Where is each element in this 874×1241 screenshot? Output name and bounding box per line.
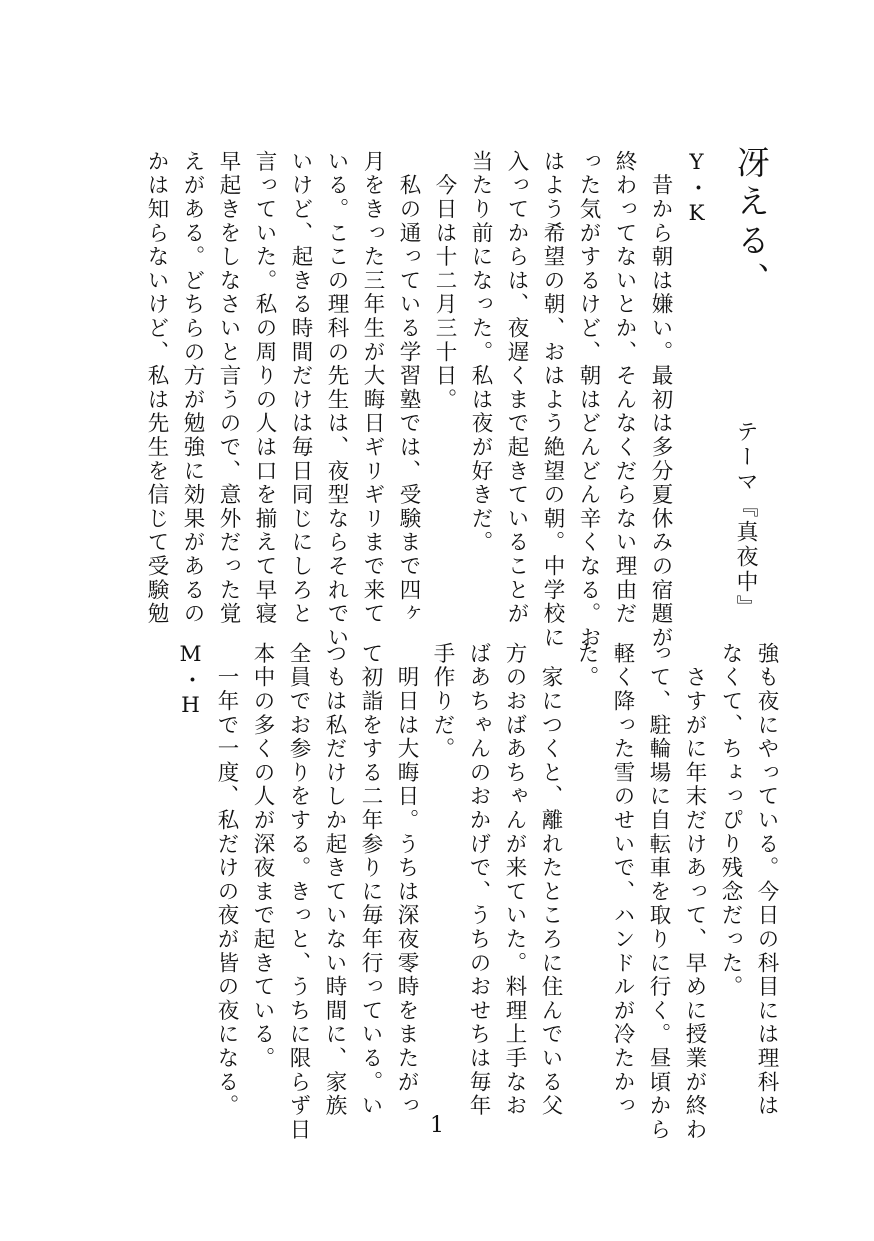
lower-text-block: 強も夜にやっている。今日の科目には理科は なくて、ちょっぴり残念だった。 さすがに年末だけあって、早めに授業が終わ って、駐輪場に自転車を取りに行く。昼頃から 軽く降った雪のせいで、ハンドルが冷たかっ た。 家につくと、離れたところに住んでいる父 方のおばあちゃんが来ていた。料理上手なお ばあちゃんのおかげで、うちのおせちは毎年 手作りだ。 明日は大晦日。うちは深夜零時をまたがっ て初詣をする二年参りに毎年行っている。い つもは私だけしか起きていない時間に、家族 全員でお参りをする。きっと、うちに限らず日 本中の多くの人が深夜まで起きている。 一年で一度、私だけの夜が皆の夜になる。 M・H [178, 642, 779, 1142]
story-title: 冴える、 [732, 145, 771, 301]
theme-label: テーマ『真夜中』 [733, 420, 758, 620]
upper-text-block: Y・K 昔から朝は嫌い。最初は多分夏休みの宿題が 終わってないとか、そんなくだらない理由だ った気がするけど、朝はどんどん辛くなる。お はよう希望の朝、おはよう絶望の朝。中学校に 入ってからは、夜遅くまで起きていることが 当たり前になった。私は夜が好きだ。 今日は十二月三十日。 私の通っている学習塾では、受験まで四ヶ 月をきった三年生が大晦日ギリギリまで来て いる。ここの理科の先生は、夜型ならそれでい いけど、起きる時間だけは毎日同じにしろと 言っていた。私の周りの人は口を揃えて早寝 早起きをしなさいと言うので、意外だった覚 えがある。どちらの方が勉強に効果があるの かは知らないけど、私は先生を信じて受験勉 [144, 150, 709, 650]
page-number: 1 [430, 1113, 444, 1138]
